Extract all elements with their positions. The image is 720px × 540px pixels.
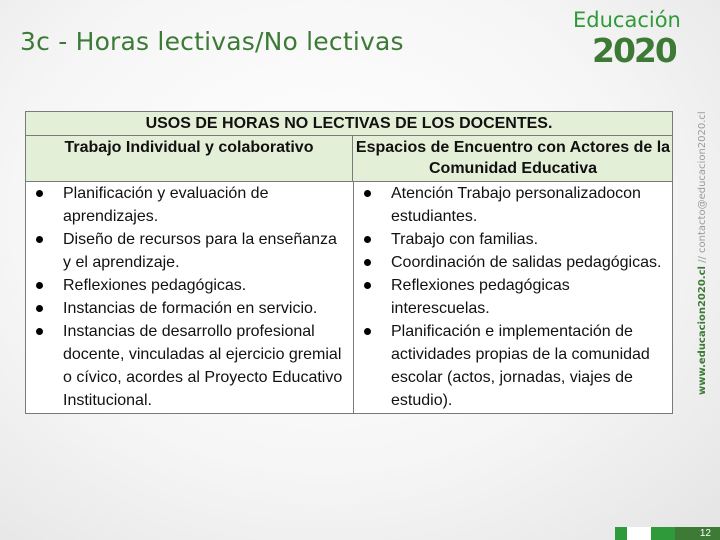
bullet-icon — [36, 305, 43, 312]
logo-year: 2020 — [592, 33, 676, 67]
page-number: 12 — [699, 528, 711, 539]
bullet-icon — [364, 328, 371, 335]
list-item — [26, 274, 353, 297]
bullet-icon — [36, 328, 43, 335]
educacion-2020-logo — [570, 8, 680, 68]
list-item-text: Coordinación de salidas pedagógicas. — [391, 254, 662, 271]
list-item — [26, 182, 353, 228]
bullet-icon — [36, 190, 43, 197]
list-item — [354, 274, 672, 320]
right-column — [354, 182, 672, 412]
right-header-line1: Espacios de Encuentro con Actores de la — [355, 139, 671, 156]
list-item — [354, 320, 672, 412]
left-column-header: Trabajo Individual y colaborativo — [26, 136, 353, 181]
list-item — [26, 297, 353, 320]
list-item-text: Diseño de recursos para la enseñanza y el aprendizaje. — [63, 231, 337, 271]
footer-block-green — [615, 527, 627, 540]
slide-title: 3c - Horas lectivas/No lectivas — [20, 27, 404, 56]
list-item — [354, 251, 672, 274]
list-item-text: Instancias de formación en servicio. — [63, 300, 318, 317]
logo-year-graphic — [592, 33, 676, 67]
list-item — [354, 228, 672, 251]
side-website: www.educacion2020.cl — [697, 266, 708, 395]
bullet-icon — [36, 282, 43, 289]
list-item-text: Reflexiones pedagógicas. — [63, 277, 247, 294]
side-website-text — [697, 111, 708, 395]
list-item-text: Instancias de desarrollo profesional docente, vinculadas al ejercicio gremial o cívico, acordes al Proyecto Educativo Institucional. — [63, 323, 343, 409]
bullet-icon — [364, 236, 371, 243]
page-number-badge — [675, 527, 720, 540]
list-item-text: Trabajo con familias. — [391, 231, 539, 248]
list-item-text: Reflexiones pedagógicas interescuelas. — [391, 277, 570, 317]
bullet-icon — [364, 259, 371, 266]
footer-block-white — [627, 527, 651, 540]
table-title: USOS DE HORAS NO LECTIVAS DE LOS DOCENTES. — [26, 112, 672, 136]
usos-horas-table — [25, 111, 673, 414]
side-contact: // contacto@educacion2020.cl — [697, 111, 708, 267]
list-item-text: Planificación y evaluación de aprendizajes. — [63, 185, 269, 225]
footer-block-green-2 — [651, 527, 675, 540]
list-item — [26, 320, 353, 412]
table-header-row — [26, 136, 672, 182]
list-item — [26, 228, 353, 274]
bullet-icon — [36, 236, 43, 243]
list-item — [354, 182, 672, 228]
right-header-line2: Comunidad Educativa — [428, 160, 598, 177]
logo-word: Educación — [573, 8, 681, 32]
bullet-icon — [364, 190, 371, 197]
list-item-text: Planificación e implementación de actividades propias de la comunidad escolar (actos, jornadas, viajes de estudio). — [391, 323, 650, 409]
right-column-header — [354, 136, 672, 181]
list-item-text: Atención Trabajo personalizadocon estudiantes. — [391, 185, 641, 225]
left-column — [26, 182, 353, 412]
bullet-icon — [364, 282, 371, 289]
